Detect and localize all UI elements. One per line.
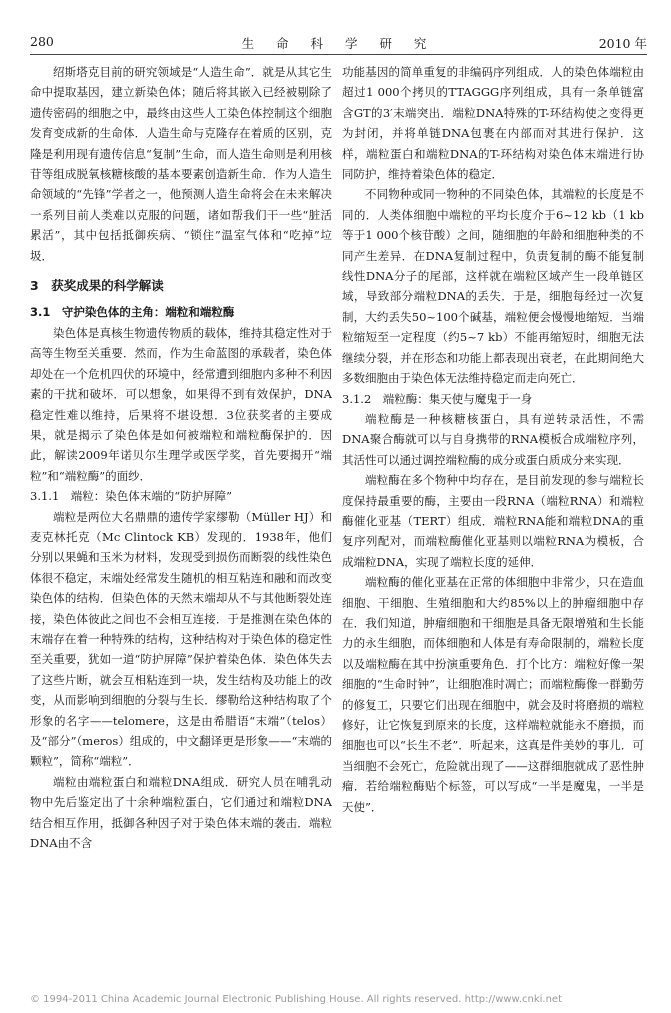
- right-column: [342, 62, 644, 817]
- journal-title: 生 命 科 学 研 究: [241, 36, 436, 51]
- paragraph: 端粒酶是一种核糖核蛋白，具有逆转录活性，不需DNA聚合酶就可以与自身携带的RNA模板合成端粒序列，其活性可以通过调控端粒酶的成分或蛋白质成分来实现．: [342, 411, 644, 467]
- paragraph: 绍斯塔克目前的研究领域是“人造生命”．就是从其它生命中提取基因，建立新染色体；随后将其嵌入已经被剔除了遗传密码的细胞之中，最终由这些人工染色体控制这个细胞发育变成新的生命体．人造生命与克隆存在着质的区别，克隆是利用现有遗传信息“复制”生命，而人造生命则是利用核苷等组成脱氧核糖核酸的基本要素创造新生命．作为人造生命领域的“先锋”学者之一，他预测人造生命将会在未来解决一系列目前人类难以克服的问题，诸如帮我们干一些“脏活累活”，其中包括抵御疾病、“锁住”温室气体和“吃掉”垃圾．: [30, 65, 332, 263]
- copyright-footer: © 1994-2011 China Academic Journal Electronic Publishing House. All rights reserved. http://www.cnki.net: [30, 994, 562, 1005]
- paragraph: 端粒酶的催化亚基在正常的体细胞中非常少，只在造血细胞、干细胞、生殖细胞和大约85%以上的肿瘤细胞中存在．我们知道，肿瘤细胞和干细胞是具备无限增殖和生长能力的永生细胞，而体细胞和人体是有寿命限制的，端粒长度以及端粒酶在其中扮演重要角色．打个比方：端粒好像一架细胞的“生命时钟”，让细胞准时凋亡；而端粒酶像一群勤劳的修复工，只要它们出现在细胞中，就会及时将磨损的端粒修好，让它恢复到原来的长度，这样端粒就能永不磨损，而细胞也可以“长生不老”．听起来，这真是件美妙的事儿．可当细胞不会死亡，危险就出现了——这群细胞就成了恶性肿瘤．若给端粒酶贴个标签，可以写成“一半是魔鬼，一半是天使”．: [342, 575, 644, 814]
- paragraph: 端粒酶在多个物种中均存在，是目前发现的参与端粒长度保持最重要的酶，主要由一段RNA（端粒RNA）和端粒酶催化亚基（TERT）组成．端粒RNA能和端粒DNA的重复序列配对，而端粒酶催化亚基则以端粒RNA为模板，合成端粒DNA，实现了端粒长度的延伸．: [342, 473, 644, 569]
- page-number: 280: [30, 34, 54, 49]
- page-header: [30, 34, 647, 55]
- paragraph: 端粒由端粒蛋白和端粒DNA组成．研究人员在哺乳动物中先后鉴定出了十余种端粒蛋白，它们通过和端粒DNA结合相互作用，抵御各种因子对于染色体末端的袭击．端粒DNA由不含: [30, 774, 332, 851]
- publication-year: 2010 年: [598, 36, 647, 51]
- paragraph: 染色体是真核生物遗传物质的载体，维持其稳定性对于高等生物至关重要．然而，作为生命蓝图的承载者，染色体却处在一个危机四伏的环境中，经常遭到细胞内多种不利因素的干扰和破坏．可以想象，如果得不到有效保护，DNA稳定性难以维持，后果将不堪设想．3位获奖者的主要成果，就是揭示了染色体是如何被端粒和端粒酶保护的．因此，解读2009年诺贝尔生理学或医学奖，首先要揭开“端粒”和“端粒酶”的面纱．: [30, 325, 332, 483]
- subsubsection-heading: 3.1.1 端粒：染色体末端的“防护屏障”: [30, 489, 233, 504]
- paragraph: 端粒是两位大名鼎鼎的遗传学家缪勒（Müller HJ）和麦克林托克（Mc Clintock KB）发现的．1938年，他们分别以果蝇和玉米为材料，发现受到损伤而断裂的线性染色体很不稳定，末端处经常发生随机的相互粘连和融和而改变染色体的结构．但染色体的天然末端却从不与其他断裂处连接，染色体彼此之间也不会相互连接．于是推测在染色体的末端存在着一种特殊的结构，这种结构对于染色体的稳定性至关重要，犹如一道“防护屏障”保护着染色体．染色体失去了这些片断，就会互相粘连到一块，发生结构及功能上的改变，从而影响到细胞的分裂与生长．缪勒给这种结构取了个形象的名字——telomere，这是由希腊语“末端”（telos）及“部分”（meros）组成的，中文翻译更是形象——“末端的颗粒”，简称“端粒”．: [30, 509, 332, 769]
- subsection-heading: 3.1 守护染色体的主角：端粒和端粒酶: [30, 305, 235, 320]
- section-heading: 3 获奖成果的科学解读: [30, 278, 164, 294]
- paragraph: 不同物种或同一物种的不同染色体，其端粒的长度是不同的．人类体细胞中端粒的平均长度介于6~12 kb（1 kb等于1 000个核苷酸）之间，随细胞的年龄和细胞种类的不同产生差异．在DNA复制过程中，负责复制的酶不能复制线性DNA分子的尾部，这样就在端粒区域产生一段单链区域，导致部分端粒DNA的丢失．于是，细胞每经过一次复制，大约丢失50~100个碱基，端粒便会慢慢地缩短．当端粒缩短至一定程度（约5~7 kb）不能再缩短时，细胞无法继续分裂，并在形态和功能上都表现出衰老，在此期间绝大多数细胞由于染色体无法维持稳定而走向死亡．: [342, 187, 644, 386]
- subsubsection-heading: 3.1.2 端粒酶：集天使与魔鬼于一身: [342, 391, 533, 406]
- left-column: [30, 62, 332, 853]
- paragraph: 功能基因的简单重复的非编码序列组成．人的染色体端粒由超过1 000个拷贝的TTAGGG序列组成，具有一条单链富含GT的3′末端突出．端粒DNA特殊的T-环结构使之变得更为封闭，并将单链DNA包裹在内部而对其进行保护．这样，端粒蛋白和端粒DNA的T-环结构对染色体末端进行协同防护，维持着染色体的稳定．: [342, 65, 644, 182]
